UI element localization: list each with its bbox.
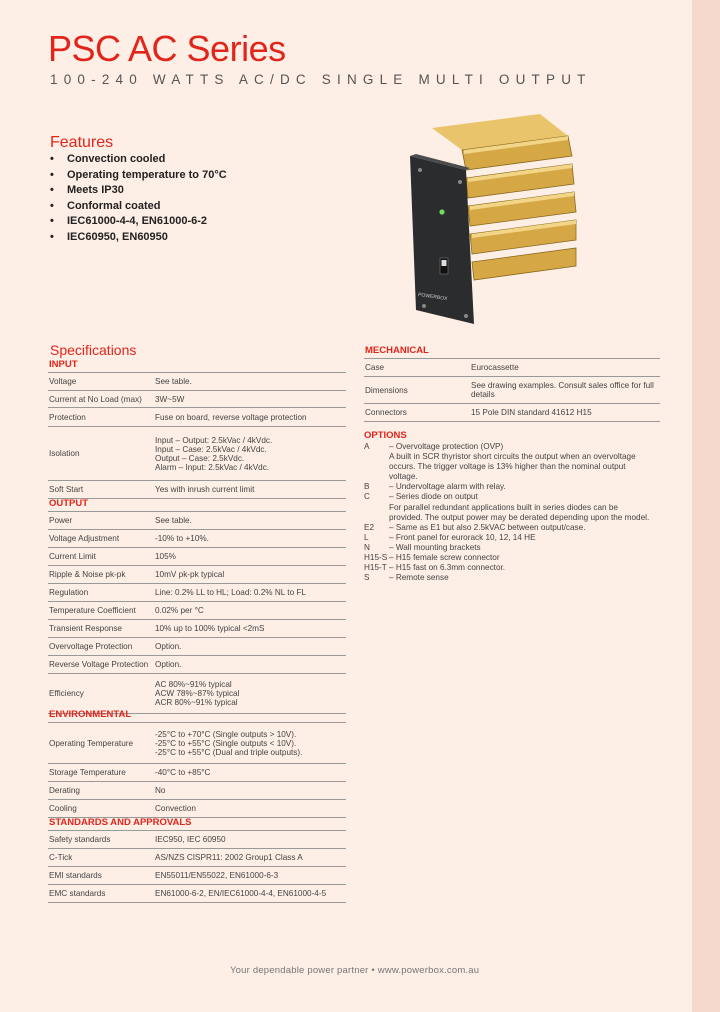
specifications-heading: Specifications: [50, 342, 137, 358]
option-row: voltage.: [389, 472, 418, 482]
spec-row: Soft Start Yes with inrush current limit: [48, 481, 346, 499]
feature-item: • Convection cooled: [50, 152, 227, 168]
spec-row: Derating No: [48, 782, 346, 800]
spec-row: Temperature Coefficient 0.02% per °C: [48, 602, 346, 620]
spec-row: Power See table.: [48, 512, 346, 530]
spec-row: Efficiency AC 80%~91% typical ACW 78%~87% typical ACR 80%~91% typical: [48, 674, 346, 714]
feature-item: • Meets IP30: [50, 183, 227, 199]
spec-section-output: [48, 497, 346, 714]
footer-tagline: Your dependable power partner • www.powerbox.com.au: [230, 965, 480, 976]
spec-row: C-Tick AS/NZS CISPR11: 2002 Group1 Class A: [48, 849, 346, 867]
option-row: For parallel redundant applications built in series diodes can be: [389, 502, 618, 512]
spec-row: Safety standards IEC950, IEC 60950: [48, 831, 346, 849]
spec-row: Reverse Voltage Protection Option.: [48, 656, 346, 674]
feature-item: • IEC60950, EN60950: [50, 230, 227, 246]
page-subtitle: 100-240 WATTS AC/DC SINGLE MULTI OUTPUT: [50, 72, 592, 87]
option-row: A built in SCR thyristor short circuits the output when an overvoltage: [389, 452, 636, 462]
section-title: MECHANICAL: [364, 344, 660, 359]
spec-row: Current at No Load (max) 3W~5W: [48, 391, 346, 408]
spec-row: EMI standards EN55011/EN55022, EN61000-6-3: [48, 867, 346, 885]
spec-row: Dimensions See drawing examples. Consult sales office for full details: [364, 377, 660, 404]
page-title: PSC AC Series: [48, 28, 286, 69]
bullet-icon: •: [50, 153, 54, 165]
spec-row: Current Limit 105%: [48, 548, 346, 566]
spec-row: Connectors 15 Pole DIN standard 41612 H15: [364, 404, 660, 422]
spec-section-input: [48, 358, 346, 499]
option-row: A – Overvoltage protection (OVP): [364, 442, 504, 451]
spec-section-environmental: [48, 708, 346, 818]
spec-row: Ripple & Noise pk-pk 10mV pk-pk typical: [48, 566, 346, 584]
spec-section-standards: [48, 816, 346, 903]
right-margin-strip: [692, 0, 720, 1012]
feature-item: • IEC61000-4-4, EN61000-6-2: [50, 214, 227, 230]
spec-row: EMC standards EN61000-6-2, EN/IEC61000-4-4, EN61000-4-5: [48, 885, 346, 903]
option-row: H15-T – H15 fast on 6.3mm connector.: [364, 563, 506, 573]
options-section: [364, 430, 664, 583]
bullet-icon: •: [50, 230, 54, 243]
spec-row: Operating Temperature -25°C to +70°C (Single outputs > 10V). -25°C to +55°C (Single outputs < 10V). -25°C to +55°C (Dual and triple outputs).: [48, 723, 346, 764]
option-row: provided. The output power may be derated depending upon the model.: [389, 512, 650, 522]
features-heading: Features: [50, 134, 114, 151]
feature-item: • Conformal coated: [50, 199, 227, 215]
spec-row: Isolation Input – Output: 2.5kVac / 4kVdc. Input – Case: 2.5kVac / 4kVdc. Output – Case: 2.5kVdc. Alarm – Input: 2.5kVac / 4kVdc.: [48, 427, 346, 481]
option-row: B – Undervoltage alarm with relay.: [364, 482, 506, 492]
spec-row: Voltage See table.: [48, 373, 346, 391]
feature-item: • Operating temperature to 70°C: [50, 168, 227, 184]
spec-row: Regulation Line: 0.2% LL to HL; Load: 0.2% NL to FL: [48, 584, 346, 602]
bullet-icon: •: [50, 184, 54, 197]
option-row: S – Remote sense: [364, 573, 449, 583]
section-title: ENVIRONMENTAL: [48, 708, 346, 723]
mechanical-section: [364, 344, 660, 422]
section-title: OPTIONS: [364, 430, 407, 441]
option-row: C – Series diode on output: [364, 492, 478, 502]
spec-row: Protection Fuse on board, reverse voltage protection: [48, 408, 346, 427]
spec-row: Case Eurocassette: [364, 359, 660, 377]
product-photo: [410, 110, 582, 324]
option-row: E2 – Same as E1 but also 2.5kVAC between output/case.: [364, 522, 586, 532]
features-list: [50, 152, 227, 246]
option-row: N – Wall mounting brackets: [364, 542, 481, 552]
spec-row: Transient Response 10% up to 100% typical <2mS: [48, 620, 346, 638]
spec-row: Voltage Adjustment -10% to +10%.: [48, 530, 346, 548]
bullet-icon: •: [50, 199, 54, 212]
section-title: INPUT: [48, 358, 346, 373]
spec-row: Overvoltage Protection Option.: [48, 638, 346, 656]
product-brand-label: POWERBOX: [417, 292, 448, 303]
option-row: L – Front panel for eurorack 10, 12, 14 HE: [364, 532, 536, 542]
option-row: occurs. The trigger voltage is 13% higher than the nominal output: [389, 462, 626, 472]
option-row: H15-S – H15 female screw connector: [364, 553, 500, 563]
section-title: OUTPUT: [48, 497, 346, 512]
section-title: STANDARDS AND APPROVALS: [48, 816, 346, 831]
bullet-icon: •: [50, 168, 54, 181]
spec-row: Storage Temperature -40°C to +85°C: [48, 764, 346, 782]
bullet-icon: •: [50, 215, 54, 228]
spec-row: Cooling Convection: [48, 800, 346, 818]
